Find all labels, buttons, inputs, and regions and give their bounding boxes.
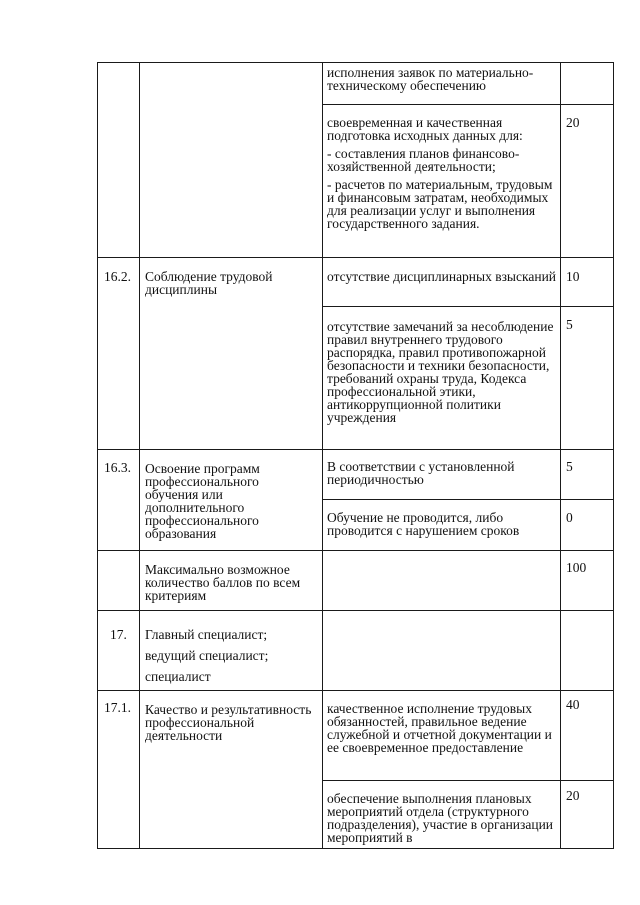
row-number: 17.1. [104,700,131,715]
indicator-text: - составления планов финансово-хозяйственной деятельности; [327,146,520,174]
indicator-text: качественное исполнение трудовых обязанностей, правильное ведение служебной и отчетной документации и ее своевременное предоставление [327,701,552,755]
indicator-text: - расчетов по материальным, трудовым и финансовым затратам, необходимых для реализации услуг и выполнения государственного задания. [327,177,553,231]
row-divider [97,550,614,551]
table-col-divider-1 [139,62,140,848]
indicator-text: отсутствие замечаний за несоблюдение правил внутреннего трудового распорядка, правил противопожарной безопасности и техники безопасности, требований охраны труда, Кодекса профессиональной этики, антикоррупционной политики учреждения [327,319,554,425]
score-cell: 0 [566,510,573,525]
table-border-right [613,62,614,848]
row-divider [322,306,614,307]
score-cell: 40 [566,697,580,712]
row-divider [322,499,614,500]
row-number: 16.2. [104,269,131,284]
row-divider [322,780,614,781]
indicator-text: своевременная и качественная подготовка исходных данных для: [327,115,523,143]
score-cell: 100 [566,560,587,575]
indicator-cell [327,702,560,754]
indicator-text: обеспечение выполнения плановых мероприятий отдела (структурного подразделения), участие в организации мероприятий в [327,791,554,845]
row-divider [97,610,614,611]
indicator-text: В соответствии с установленной периодичностью [327,459,515,487]
indicator-cell [327,66,557,92]
criterion-cell: Соблюдение трудовой дисциплины [145,269,273,297]
table-col-divider-3 [560,62,561,848]
position-name: специалист [145,669,211,684]
row-number: 17. [110,627,127,642]
score-cell: 5 [566,317,573,332]
indicator-text: Обучение не проводится, либо проводится с нарушением сроков [327,510,520,538]
row-divider [97,449,614,450]
table-border-top [97,62,614,63]
criterion-cell: Освоение программ профессионального обучения или дополнительного профессионального образования [145,461,260,541]
row-divider [97,690,614,691]
position-name: Главный специалист; [145,627,268,642]
criterion-cell [145,628,315,683]
indicator-cell [327,320,557,424]
indicator-cell [327,270,557,283]
row-divider [322,104,614,105]
indicator-cell [327,116,557,230]
indicator-cell [327,792,560,844]
criterion-cell: Максимально возможное количество баллов по всем критериям [145,562,301,603]
criterion-cell: Качество и результативность профессиональной деятельности [145,702,312,743]
table-border-left [97,62,98,848]
score-cell: 5 [566,459,573,474]
indicator-cell [327,511,557,537]
score-cell: 10 [566,269,580,284]
score-cell: 20 [566,115,580,130]
indicator-text: отсутствие дисциплинарных взысканий [327,269,557,284]
table-col-divider-2 [322,62,323,848]
indicator-cell [327,460,557,486]
row-divider [97,257,614,258]
position-name: ведущий специалист; [145,648,269,663]
score-cell: 20 [566,788,580,803]
table-border-bottom [97,848,614,849]
row-number: 16.3. [104,460,131,475]
indicator-text: исполнения заявок по материально-техническому обеспечению [327,65,534,93]
